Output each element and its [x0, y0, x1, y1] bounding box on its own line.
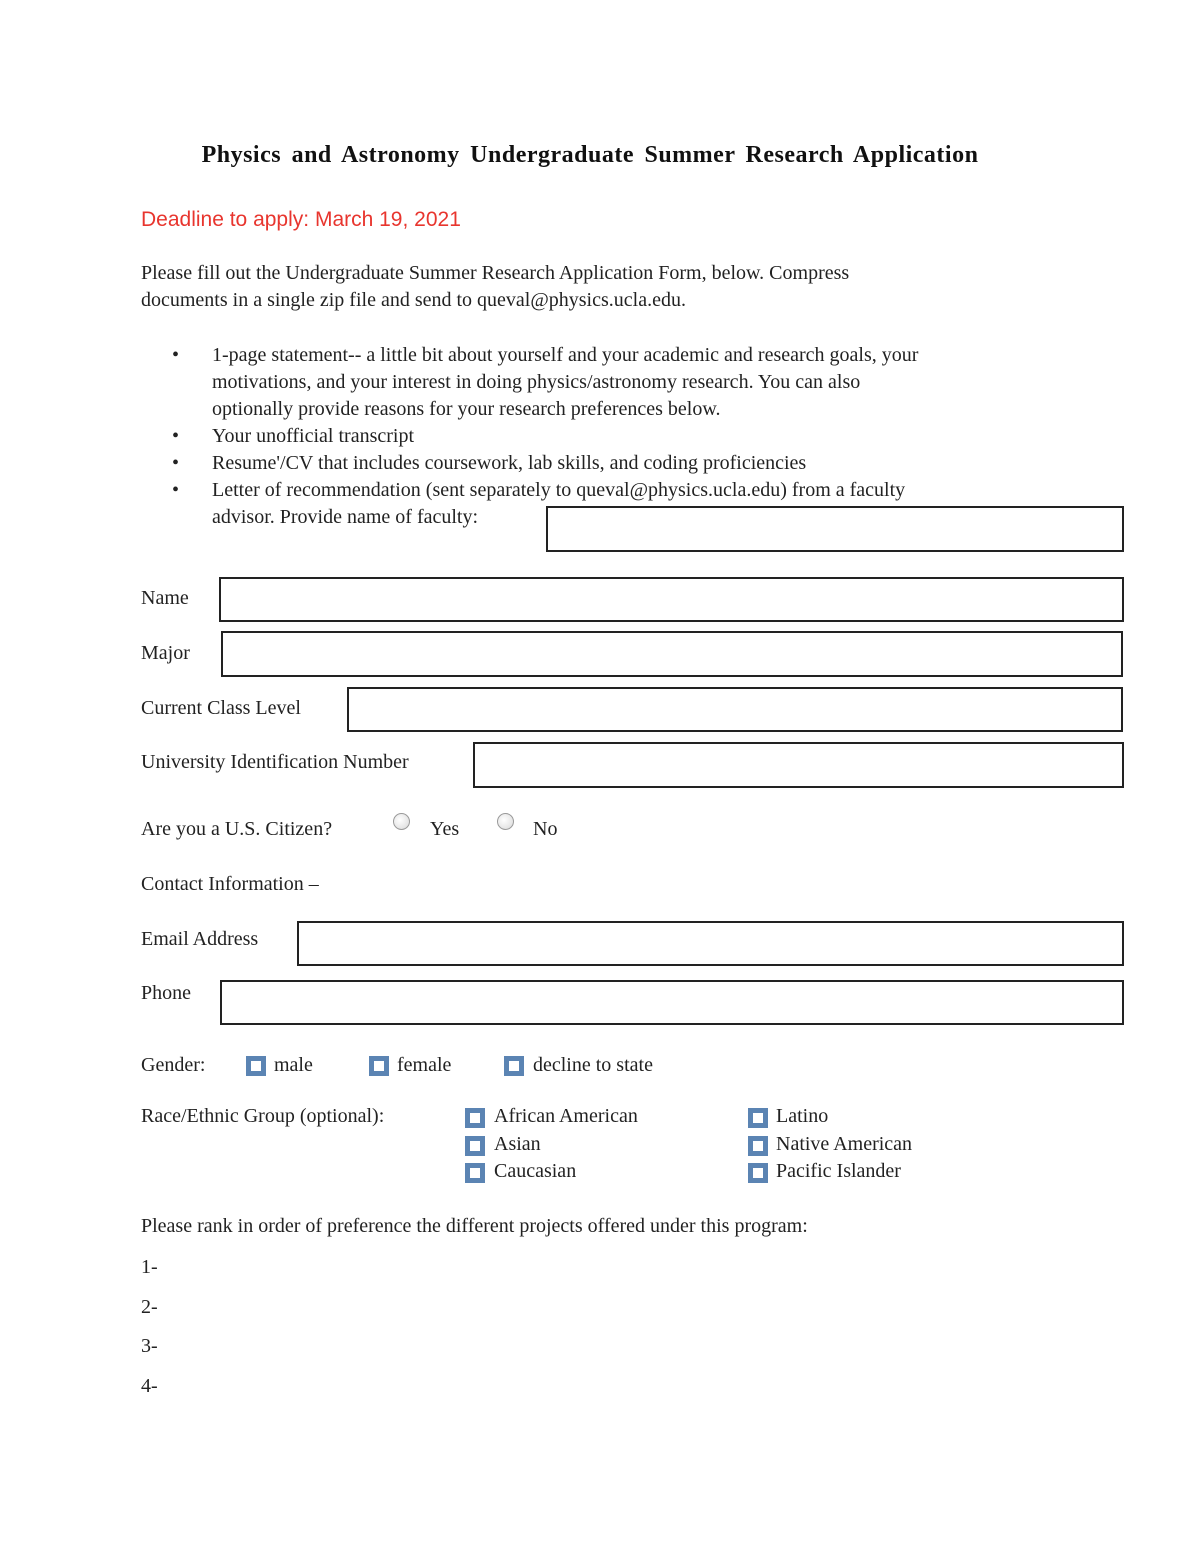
race-african-american-checkbox[interactable] [465, 1108, 485, 1128]
race-african-american-label: African American [494, 1105, 638, 1127]
name-input[interactable] [219, 577, 1124, 622]
rank-line-3: 3- [141, 1335, 158, 1357]
citizen-no-radio[interactable] [497, 813, 514, 830]
email-label: Email Address [141, 928, 259, 950]
bullet-icon: • [172, 479, 180, 501]
resume-item: Resume'/CV that includes coursework, lab skills, and coding proficiencies [212, 452, 807, 474]
rank-line-2: 2- [141, 1296, 158, 1318]
bullet-icon: • [172, 344, 180, 366]
citizen-question: Are you a U.S. Citizen? [141, 818, 333, 840]
race-asian-label: Asian [494, 1133, 541, 1155]
bullet-icon: • [172, 452, 180, 474]
citizen-yes-label: Yes [430, 818, 460, 840]
major-input[interactable] [221, 631, 1123, 677]
class-level-input[interactable] [347, 687, 1123, 732]
citizen-yes-radio[interactable] [393, 813, 410, 830]
gender-decline-label: decline to state [533, 1054, 653, 1076]
rank-line-1: 1- [141, 1256, 158, 1278]
list-item [172, 342, 1052, 423]
transcript-item: Your unofficial transcript [212, 425, 415, 447]
intro-line-2: documents in a single zip file and send to queval@physics.ucla.edu. [141, 289, 686, 311]
letter-line-1: Letter of recommendation (sent separately to queval@physics.ucla.edu) from a faculty [212, 479, 906, 501]
race-latino-checkbox[interactable] [748, 1108, 768, 1128]
citizen-no-label: No [533, 818, 558, 840]
phone-input[interactable] [220, 980, 1124, 1025]
intro-paragraph [141, 260, 1021, 314]
requirements-list [172, 342, 1052, 531]
gender-decline-checkbox[interactable] [504, 1056, 524, 1076]
rank-prompt: Please rank in order of preference the different projects offered under this program: [141, 1215, 808, 1237]
email-input[interactable] [297, 921, 1124, 966]
uid-label: University Identification Number [141, 751, 409, 773]
gender-male-checkbox[interactable] [246, 1056, 266, 1076]
statement-line-1: 1-page statement-- a little bit about yourself and your academic and research goals, your [212, 344, 919, 366]
race-native-american-checkbox[interactable] [748, 1136, 768, 1156]
page-title: Physics and Astronomy Undergraduate Summer Research Application [201, 142, 979, 168]
statement-line-2: motivations, and your interest in doing physics/astronomy research. You can also [212, 371, 861, 393]
deadline-text: Deadline to apply: March 19, 2021 [141, 208, 461, 231]
gender-female-checkbox[interactable] [369, 1056, 389, 1076]
list-item [172, 423, 1052, 450]
letter-line-2: advisor. Provide name of faculty: [212, 506, 479, 528]
race-pacific-islander-checkbox[interactable] [748, 1163, 768, 1183]
uid-input[interactable] [473, 742, 1124, 788]
gender-male-label: male [274, 1054, 313, 1076]
name-label: Name [141, 587, 189, 609]
gender-label: Gender: [141, 1054, 206, 1076]
major-label: Major [141, 642, 190, 664]
phone-label: Phone [141, 982, 191, 1004]
intro-line-1: Please fill out the Undergraduate Summer Research Application Form, below. Compress [141, 262, 850, 284]
race-caucasian-label: Caucasian [494, 1160, 577, 1182]
race-pacific-islander-label: Pacific Islander [776, 1160, 901, 1182]
gender-female-label: female [397, 1054, 452, 1076]
rank-line-4: 4- [141, 1375, 158, 1397]
contact-heading: Contact Information – [141, 873, 319, 895]
faculty-name-input[interactable] [546, 506, 1124, 552]
race-latino-label: Latino [776, 1105, 829, 1127]
statement-line-3: optionally provide reasons for your research preferences below. [212, 398, 721, 420]
list-item [172, 450, 1052, 477]
race-asian-checkbox[interactable] [465, 1136, 485, 1156]
race-label: Race/Ethnic Group (optional): [141, 1105, 385, 1127]
race-caucasian-checkbox[interactable] [465, 1163, 485, 1183]
class-level-label: Current Class Level [141, 697, 301, 719]
bullet-icon: • [172, 425, 180, 447]
race-native-american-label: Native American [776, 1133, 913, 1155]
